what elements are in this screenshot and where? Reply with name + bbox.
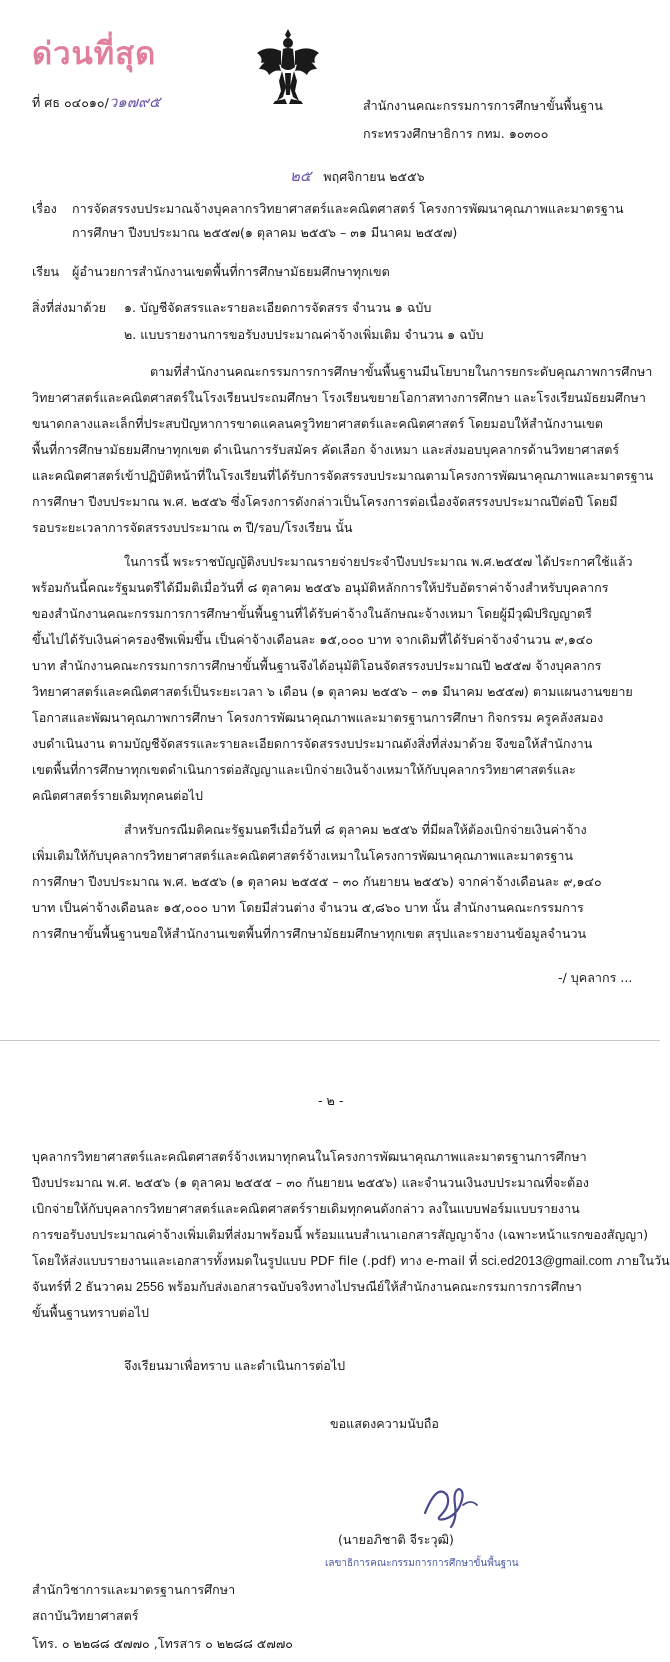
- reference-handwritten: ว๑๗๙๕: [108, 93, 161, 111]
- paragraph-line: สำหรับกรณีมติคณะรัฐมนตรีเมื่อวันที่ ๘ ตุลาคม ๒๕๕๖ ที่มีผลให้ต้องเบิกจ่ายเงินค่าจ้าง: [124, 822, 587, 837]
- paragraph-line: และคณิตศาสตร์เข้าปฏิบัติหน้าที่ในโรงเรียนที่ได้รับการจัดสรรงบประมาณตามโครงการพัฒนาคุณภาพและมาตรฐาน: [32, 468, 654, 483]
- paragraph-line: การศึกษาขั้นพื้นฐานขอให้สำนักงานเขตพื้นที่การศึกษามัธยมศึกษาทุกเขต สรุปและรายงานข้อมูลจำนวน: [32, 926, 587, 941]
- sender-ministry: กระทรวงศึกษาธิการ กทม. ๑๐๓๐๐: [363, 126, 549, 141]
- enclosure-item-1: ๑. บัญชีจัดสรรและรายละเอียดการจัดสรร จำนวน ๑ ฉบับ: [124, 300, 432, 315]
- reference-number: [32, 94, 160, 111]
- paragraph-text: ภายในวัน: [612, 1253, 670, 1268]
- signature: [395, 1475, 535, 1530]
- paragraph-line: [32, 1279, 582, 1295]
- recipient-text: ผู้อำนวยการสำนักงานเขตพื้นที่การศึกษามัธยมศึกษาทุกเขต: [72, 264, 390, 279]
- date-day-handwritten: ๒๕: [290, 167, 312, 185]
- paragraph-text: พร้อมกับส่งเอกสารฉบับจริงทางไปรษณีย์ให้สำนักงานคณะกรรมการการศึกษา: [164, 1279, 582, 1294]
- paragraph-line: ในการนี้ พระราชบัญญัติงบประมาณรายจ่ายประจำปีงบประมาณ พ.ศ.๒๕๕๗ ได้ประกาศใช้แล้ว: [124, 554, 633, 569]
- signatory-title: เลขาธิการคณะกรรมการการศึกษาขั้นพื้นฐาน: [325, 1558, 519, 1569]
- paragraph-line: บาท เป็นค่าจ้างเดือนละ ๑๕,๐๐๐ บาท โดยมีส่วนต่าง จำนวน ๕,๘๖๐ บาท นั้น สำนักงานคณะกรรมการ: [32, 900, 584, 915]
- paragraph-line: พื้นที่การศึกษามัธยมศึกษาทุกเขต ดำเนินการรับสมัคร คัดเลือก จ้างเหมา และส่งมอบบุคลากรด้านวิทยาศาสตร์: [32, 442, 620, 457]
- paragraph-line: [32, 1253, 670, 1269]
- paragraph-line: คณิตศาสตร์รายเดิมทุกคนต่อไป: [32, 788, 204, 803]
- sender-office: สำนักงานคณะกรรมการการศึกษาขั้นพื้นฐาน: [363, 98, 603, 113]
- deadline-date: จันทร์ที่ 2 ธันวาคม 2556: [32, 1280, 165, 1294]
- paragraph-line: รอบระยะเวลาการจัดสรรงบประมาณ ๓ ปี/รอบ/โรงเรียน นั้น: [32, 520, 353, 535]
- letter-date: [290, 168, 425, 185]
- paragraph-line: บุคลากรวิทยาศาสตร์และคณิตศาสตร์จ้างเหมาทุกคนในโครงการพัฒนาคุณภาพและมาตรฐานการศึกษา: [32, 1149, 587, 1164]
- page-divider: [0, 1040, 660, 1041]
- paragraph-line: ขึ้นไปได้รับเงินค่าครองชีพเพิ่มขึ้น เป็นค่าจ้างเดือนละ ๑๕,๐๐๐ บาท จากเดิมที่ได้รับค่าจ้างจำนวน ๙,๑๔๐: [32, 632, 594, 647]
- page-number: - ๒ -: [318, 1093, 344, 1108]
- paragraph-line: ของสำนักงานคณะกรรมการการศึกษาขั้นพื้นฐานที่ได้รับค่าจ้างในลักษณะจ้างเหมา โดยผู้มีวุฒิปริญญาตรี: [32, 606, 592, 621]
- paragraph-line: การขอรับงบประมาณค่าจ้างเพิ่มเติมที่ส่งมาพร้อมนี้ พร้อมแนบสำเนาเอกสารสัญญาจ้าง (เฉพาะหน้าแรกของสัญญา): [32, 1227, 649, 1242]
- paragraph-line: โอกาสและพัฒนาคุณภาพการศึกษา โครงการพัฒนาคุณภาพและมาตรฐานการศึกษา กิจกรรม ครูคลังสมอง: [32, 710, 604, 725]
- reference-prefix: ที่ ศธ ๐๔๐๑๐/: [32, 95, 109, 110]
- paragraph-line: วิทยาศาสตร์และคณิตศาสตร์เป็นระยะเวลา ๖ เดือน (๑ ตุลาคม ๒๕๕๖ – ๓๑ มีนาคม ๒๕๕๗) ตามแผนงานขยาย: [32, 684, 633, 699]
- email-address: sci.ed2013@gmail.com: [481, 1254, 613, 1268]
- paragraph-line: พร้อมกันนี้คณะรัฐมนตรีได้มีมติเมื่อวันที่ ๘ ตุลาคม ๒๕๕๖ อนุมัติหลักการให้ปรับอัตราค่าจ้างสำหรับบุคลากร: [32, 580, 609, 595]
- contact-office: สำนักวิชาการและมาตรฐานการศึกษา: [32, 1582, 236, 1597]
- enclosures-label: สิ่งที่ส่งมาด้วย: [32, 300, 106, 315]
- enclosure-item-2: ๒. แบบรายงานการขอรับงบประมาณค่าจ้างเพิ่มเติม จำนวน ๑ ฉบับ: [124, 327, 484, 342]
- closing-request: จึงเรียนมาเพื่อทราบ และดำเนินการต่อไป: [124, 1358, 346, 1373]
- paragraph-text: โดยให้ส่งแบบรายงานและเอกสารทั้งหมดในรูปแบบ PDF file (.pdf) ทาง e-mail ที่: [32, 1253, 482, 1268]
- paragraph-line: การศึกษา ปีงบประมาณ พ.ศ. ๒๕๕๖ ซึ่งโครงการดังกล่าวเป็นโครงการต่อเนื่องจัดสรรงบประมาณปีต่อปี โดยมี: [32, 494, 618, 509]
- paragraph-line: ขนาดกลางและเล็กที่ประสบปัญหาการขาดแคลนครูวิทยาศาสตร์และคณิตศาสตร์ โดยมอบให้สำนักงานเขต: [32, 416, 603, 431]
- subject-label: เรื่อง: [32, 201, 57, 216]
- urgency-stamp: ด่วนที่สุด: [32, 36, 157, 72]
- paragraph-line: งบดำเนินงาน ตามบัญชีจัดสรรและรายละเอียดการจัดสรรงบประมาณดังสิ่งที่ส่งมาด้วย จึงขอให้สำนักงาน: [32, 736, 593, 751]
- signatory-name: (นายอภิชาติ จีระวุฒิ): [338, 1532, 454, 1547]
- paragraph-line: ตามที่สำนักงานคณะกรรมการการศึกษาขั้นพื้นฐานมีนโยบายในการยกระดับคุณภาพการศึกษา: [150, 364, 653, 379]
- date-month-year: พฤศจิกายน ๒๕๕๖: [323, 169, 425, 184]
- paragraph-line: ปีงบประมาณ พ.ศ. ๒๕๕๖ (๑ ตุลาคม ๒๕๕๕ – ๓๐ กันยายน ๒๕๕๖) และจำนวนเงินงบประมาณที่จะต้อง: [32, 1175, 589, 1190]
- continuation-marker: -/ บุคลากร ...: [558, 970, 633, 985]
- subject-line-2: การศึกษา ปีงบประมาณ ๒๕๕๗(๑ ตุลาคม ๒๕๕๖ – ๓๑ มีนาคม ๒๕๕๗): [72, 225, 458, 240]
- subject-line-1: การจัดสรรงบประมาณจ้างบุคลากรวิทยาศาสตร์และคณิตศาสตร์ โครงการพัฒนาคุณภาพและมาตรฐาน: [72, 201, 624, 216]
- garuda-emblem-icon: [255, 27, 321, 105]
- contact-phone: โทร. ๐ ๒๒๘๘ ๕๗๗๐ ,โทรสาร ๐ ๒๒๘๘ ๕๗๗๐: [32, 1636, 293, 1651]
- paragraph-line: เพิ่มเติมให้กับบุคลากรวิทยาศาสตร์และคณิตศาสตร์จ้างเหมาในโครงการพัฒนาคุณภาพและมาตรฐาน: [32, 848, 574, 863]
- contact-unit: สถาบันวิทยาศาสตร์: [32, 1608, 139, 1623]
- paragraph-line: บาท สำนักงานคณะกรรมการการศึกษาขั้นพื้นฐานจึงได้อนุมัติโอนจัดสรรงบประมาณปี ๒๕๕๗ จ้างบุคลากร: [32, 658, 602, 673]
- recipient-label: เรียน: [32, 264, 60, 279]
- paragraph-line: ขั้นพื้นฐานทราบต่อไป: [32, 1305, 149, 1320]
- closing-salutation: ขอแสดงความนับถือ: [330, 1416, 439, 1431]
- paragraph-line: การศึกษา ปีงบประมาณ พ.ศ. ๒๕๕๖ (๑ ตุลาคม ๒๕๕๕ – ๓๐ กันยายน ๒๕๕๖) จากค่าจ้างเดือนละ ๙,๑๔๐: [32, 874, 602, 889]
- paragraph-line: เขตพื้นที่การศึกษาทุกเขตดำเนินการต่อสัญญาและเบิกจ่ายเงินจ้างเหมาให้กับบุคลากรวิทยาศาสตร์และ: [32, 762, 576, 777]
- paragraph-line: วิทยาศาสตร์และคณิตศาสตร์ในโรงเรียนประถมศึกษา โรงเรียนขยายโอกาสทางการศึกษา และโรงเรียนมัธยมศึกษา: [32, 390, 646, 405]
- paragraph-line: เบิกจ่ายให้กับบุคลากรวิทยาศาสตร์และคณิตศาสตร์รายเดิมทุกคนดังกล่าว ลงในแบบฟอร์มแบบรายงาน: [32, 1201, 580, 1216]
